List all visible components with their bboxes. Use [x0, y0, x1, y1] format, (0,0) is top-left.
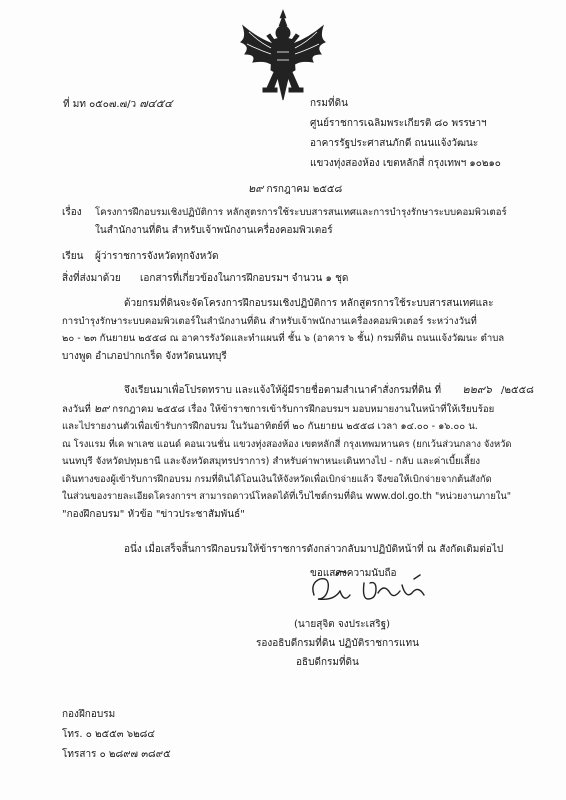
signature-icon — [306, 565, 432, 611]
paragraph-2-line2-prefix: ลงวันที่ — [62, 403, 91, 415]
paragraph-2-line — [62, 488, 510, 506]
sender-address-line3: แขวงทุ่งสองห้อง เขตหลักสี่ กรุงเทพฯ ๑๐๒๑๐ — [310, 158, 501, 169]
website-link[interactable]: www.dol.go.th — [365, 491, 432, 502]
subject-line2: ในสำนักงานที่ดิน สำหรับเจ้าพนักงานเครื่องคอมพิวเตอร์ — [95, 225, 333, 236]
paragraph-2-line — [62, 400, 510, 419]
closing: ขอแสดงความนับถือ — [310, 568, 397, 579]
document-number — [63, 97, 173, 112]
paragraph-2-line1-text: จึงเรียนมาเพื่อโปรดทราบ และแจ้งให้ผู้มีรายชื่อตามสำเนาคำสั่งกรมที่ดิน ที่ — [124, 385, 442, 396]
subject-label: เรื่อง — [62, 207, 82, 218]
signer-name: (นายสุจิต จงประเสริฐ) — [294, 619, 390, 630]
sender-address-line1: ศูนย์ราชการเฉลิมพระเกียรติ ๘๐ พรรษาฯ — [310, 118, 487, 129]
paragraph-2-line: นนทบุรี จังหวัดปทุมธานี และจังหวัดสมุทรปราการ) สำหรับค่าพาหนะเดินทางไป - กลับ และค่าเบี้ยเลี้ยง — [62, 456, 481, 467]
signer-position-line1: รองอธิบดีกรมที่ดิน ปฏิบัติราชการแทน — [256, 638, 419, 649]
paragraph-2-line7-text: ในส่วนของรายละเอียดโครงการฯ สามารถดาวน์โหลดได้ที่เว็บไซต์กรมที่ดิน — [62, 491, 363, 502]
footer-department: กองฝึกอบรม — [62, 709, 116, 720]
order-day-handwritten: ๒๙ — [93, 401, 110, 415]
order-number-handwritten: ๒๒๙๖ — [462, 383, 492, 396]
internal-units-label: "หน่วยงานภายใน" — [434, 491, 512, 502]
paragraph-1 — [62, 295, 510, 365]
date-day-handwritten: ๒๙ — [248, 182, 264, 195]
subject-line1: โครงการฝึกอบรมเชิงปฏิบัติการ หลักสูตรการใช้ระบบสารสนเทศและการบำรุงรักษาระบบคอมพิวเตอร์ — [95, 207, 507, 218]
paragraph-1-line: บางพูด อำเภอปากเกร็ด จังหวัดนนทบุรี — [62, 350, 227, 362]
order-year: /๒๕๕๘ — [501, 385, 534, 396]
paragraph-2-line: และไปรายงานตัวเพื่อเข้ารับการฝึกอบรม ในวันอาทิตย์ที่ ๒๐ กันยายน ๒๕๕๘ เวลา ๑๔.๐๐ - ๑๖.๐๐ น. — [62, 421, 478, 432]
paragraph-1-line: ด้วยกรมที่ดินจะจัดโครงการฝึกอบรมเชิงปฏิบัติการ หลักสูตรการใช้ระบบสารสนเทศและ — [124, 298, 494, 309]
garuda-emblem-icon — [237, 8, 329, 106]
letter-date — [248, 182, 342, 197]
paragraph-2 — [62, 381, 534, 523]
enclosure-label: สิ่งที่ส่งมาด้วย — [62, 273, 121, 284]
press-release-label: "ข่าวประชาสัมพันธ์" — [155, 508, 245, 520]
paragraph-3: อนึ่ง เมื่อเสร็จสิ้นการฝึกอบรมให้ข้าราชการดังกล่าวกลับมาปฏิบัติหน้าที่ ณ สังกัดเดิมต่อไป — [124, 544, 504, 555]
paragraph-2-line — [62, 506, 510, 524]
paragraph-1-line: ๒๐ - ๒๓ กันยายน ๒๕๕๘ ณ อาคารรังวัดและทำแผนที่ ชั้น ๖ (อาคาร ๖ ชั้น) กรมที่ดิน ถนนแจ้งวัฒนะ ตำบล — [62, 333, 505, 344]
sender-org: กรมที่ดิน — [310, 98, 348, 109]
recipient-label: เรียน — [62, 251, 84, 262]
signer-position-line2: อธิบดีกรมที่ดิน — [296, 657, 359, 668]
enclosure-value: เอกสารที่เกี่ยวข้องในการฝึกอบรมฯ จำนวน ๑ ชุด — [140, 273, 349, 284]
document-number-handwritten: ๗๔๕๔ — [139, 97, 173, 110]
footer-telephone: โทร. ๐ ๒๕๕๓ ๖๒๘๔ — [62, 729, 155, 740]
training-division-label: "กองฝึกอบรม" — [62, 508, 125, 520]
paragraph-2-line: เดินทางของผู้เข้ารับการฝึกอบรม กรมที่ดินได้โอนเงินให้จังหวัดเพื่อเบิกจ่ายแล้ว จึงขอให้เบิกจ่ายจากต้นสังกัด — [62, 473, 492, 485]
recipient-value: ผู้ว่าราชการจังหวัดทุกจังหวัด — [95, 251, 219, 262]
sender-address-line2: อาคารรัฐประศาสนภักดี ถนนแจ้งวัฒนะ — [310, 138, 479, 149]
topic-label: หัวข้อ — [127, 508, 153, 520]
paragraph-2-line2-text: กรกฎาคม ๒๕๕๘ เรื่อง ให้ข้าราชการเข้ารับการฝึกอบรมฯ มอบหมายงานในหน้าที่ให้เรียบร้อย — [112, 403, 495, 415]
document-number-prefix: ที่ มท ๐๕๐๗.๗/ว — [63, 99, 137, 110]
paragraph-1-line: การบำรุงรักษาระบบคอมพิวเตอร์ในสำนักงานที่ดิน สำหรับเจ้าพนักงานเครื่องคอมพิวเตอร์ ระหว่างวันที่ — [62, 315, 477, 327]
paragraph-2-line — [62, 381, 534, 400]
paragraph-2-line: ณ โรงแรม ที่เค พาเลซ แอนด์ คอนเวนชั่น แขวงทุ่งสองห้อง เขตหลักสี่ กรุงเทพมหานคร (ยกเว้นส่วนกลาง จังหวัด — [62, 438, 512, 450]
date-month-year: กรกฎาคม ๒๕๕๘ — [266, 184, 343, 195]
footer-fax: โทรสาร ๐ ๒๘๙๗ ๓๘๙๕ — [62, 749, 171, 760]
